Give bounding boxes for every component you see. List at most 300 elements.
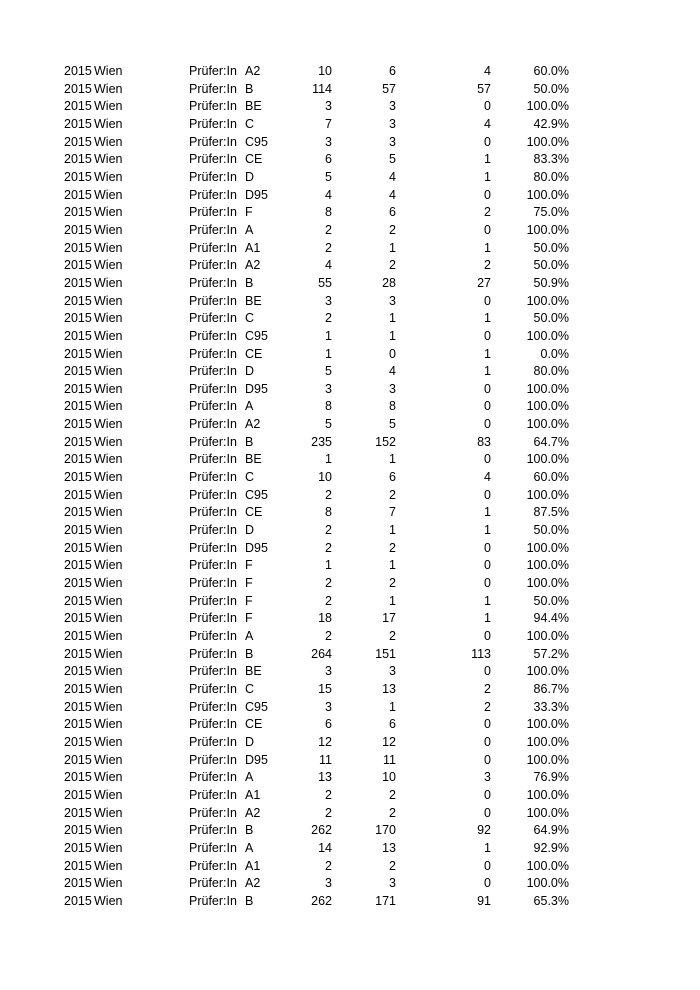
examiner-cell: Prüfer:In: [189, 187, 237, 202]
year-cell: 2015: [64, 311, 92, 326]
year-cell: 2015: [64, 381, 92, 396]
pass-rate-cell: 100.0%: [526, 664, 569, 679]
year-cell: 2015: [64, 876, 92, 891]
year-cell: 2015: [64, 629, 92, 643]
pass-rate-cell: 50.0%: [533, 240, 569, 255]
examiner-cell: Prüfer:In: [189, 311, 237, 326]
year-cell: 2015: [64, 116, 92, 131]
table-row: [0, 328, 700, 346]
total-count-cell: 4: [325, 187, 332, 202]
licence-class-cell: CE: [245, 505, 263, 520]
city-cell: Wien: [94, 134, 123, 149]
total-count-cell: 55: [318, 275, 332, 290]
city-cell: Wien: [94, 576, 123, 591]
table-row: [0, 663, 700, 681]
year-cell: 2015: [64, 593, 92, 608]
passed-count-cell: 1: [389, 452, 396, 467]
city-cell: Wien: [94, 116, 123, 131]
year-cell: 2015: [64, 240, 92, 255]
year-cell: 2015: [64, 470, 92, 485]
pass-rate-cell: 64.7%: [533, 434, 569, 449]
failed-count-cell: 0: [484, 381, 491, 396]
city-cell: Wien: [94, 417, 123, 432]
passed-count-cell: 10: [382, 770, 396, 785]
year-cell: 2015: [64, 452, 92, 467]
examiner-cell: Prüfer:In: [189, 611, 237, 626]
passed-count-cell: 3: [389, 293, 396, 308]
city-cell: Wien: [94, 717, 123, 732]
failed-count-cell: 3: [484, 770, 491, 785]
city-cell: Wien: [94, 258, 123, 273]
city-cell: Wien: [94, 275, 123, 290]
licence-class-cell: C: [245, 470, 255, 485]
pass-rate-cell: 0.0%: [540, 346, 569, 361]
year-cell: 2015: [64, 611, 92, 626]
pass-rate-cell: 86.7%: [533, 681, 569, 696]
licence-class-cell: C95: [245, 328, 268, 343]
table-row: [0, 752, 700, 770]
pass-rate-cell: 100.0%: [526, 187, 569, 202]
failed-count-cell: 27: [477, 275, 491, 290]
total-count-cell: 264: [311, 646, 332, 661]
city-cell: Wien: [94, 646, 123, 661]
licence-class-cell: D: [245, 364, 255, 379]
pass-rate-cell: 100.0%: [526, 558, 569, 573]
examiner-cell: Prüfer:In: [189, 240, 237, 255]
year-cell: 2015: [64, 734, 92, 749]
examiner-cell: Prüfer:In: [189, 823, 237, 838]
year-cell: 2015: [64, 275, 92, 290]
city-cell: Wien: [94, 293, 123, 308]
failed-count-cell: 0: [484, 629, 491, 643]
total-count-cell: 15: [318, 681, 332, 696]
table-row: [0, 504, 700, 522]
total-count-cell: 262: [311, 893, 332, 908]
table-row: [0, 875, 700, 893]
failed-count-cell: 0: [484, 540, 491, 555]
examiner-cell: Prüfer:In: [189, 752, 237, 767]
failed-count-cell: 0: [484, 187, 491, 202]
passed-count-cell: 4: [389, 169, 396, 184]
pass-rate-cell: 100.0%: [526, 293, 569, 308]
pass-rate-cell: 80.0%: [533, 169, 569, 184]
city-cell: Wien: [94, 64, 123, 78]
city-cell: Wien: [94, 681, 123, 696]
failed-count-cell: 0: [484, 858, 491, 873]
passed-count-cell: 3: [389, 381, 396, 396]
city-cell: Wien: [94, 787, 123, 802]
examiner-cell: Prüfer:In: [189, 152, 237, 167]
total-count-cell: 5: [325, 364, 332, 379]
pass-rate-cell: 100.0%: [526, 734, 569, 749]
city-cell: Wien: [94, 629, 123, 643]
passed-count-cell: 3: [389, 664, 396, 679]
year-cell: 2015: [64, 858, 92, 873]
passed-count-cell: 11: [383, 752, 396, 767]
table-row: [0, 858, 700, 876]
table-row: [0, 63, 700, 81]
city-cell: Wien: [94, 99, 123, 114]
pass-rate-cell: 100.0%: [526, 134, 569, 149]
licence-class-cell: A: [245, 629, 254, 643]
passed-count-cell: 151: [375, 646, 396, 661]
pass-rate-cell: 100.0%: [526, 540, 569, 555]
table-row: [0, 593, 700, 611]
year-cell: 2015: [64, 540, 92, 555]
examiner-cell: Prüfer:In: [189, 629, 237, 643]
licence-class-cell: B: [245, 81, 254, 96]
city-cell: Wien: [94, 152, 123, 167]
examiner-cell: Prüfer:In: [189, 805, 237, 820]
licence-class-cell: A2: [245, 805, 261, 820]
licence-class-cell: B: [245, 646, 254, 661]
pass-rate-cell: 100.0%: [526, 487, 569, 502]
year-cell: 2015: [64, 840, 92, 855]
licence-class-cell: BE: [245, 293, 262, 308]
total-count-cell: 2: [325, 805, 332, 820]
failed-count-cell: 0: [484, 752, 491, 767]
city-cell: Wien: [94, 558, 123, 573]
pass-rate-cell: 92.9%: [533, 840, 569, 855]
passed-count-cell: 1: [389, 699, 396, 714]
total-count-cell: 3: [325, 134, 332, 149]
year-cell: 2015: [64, 681, 92, 696]
failed-count-cell: 1: [484, 240, 491, 255]
year-cell: 2015: [64, 893, 92, 908]
total-count-cell: 11: [319, 752, 332, 767]
city-cell: Wien: [94, 876, 123, 891]
passed-count-cell: 152: [375, 434, 396, 449]
year-cell: 2015: [64, 646, 92, 661]
total-count-cell: 12: [318, 734, 332, 749]
failed-count-cell: 0: [484, 452, 491, 467]
passed-count-cell: 2: [389, 629, 396, 643]
passed-count-cell: 6: [389, 64, 396, 78]
passed-count-cell: 2: [389, 576, 396, 591]
year-cell: 2015: [64, 576, 92, 591]
city-cell: Wien: [94, 81, 123, 96]
year-cell: 2015: [64, 169, 92, 184]
table-row: [0, 610, 700, 628]
total-count-cell: 5: [325, 169, 332, 184]
table-row: [0, 363, 700, 381]
failed-count-cell: 0: [484, 417, 491, 432]
failed-count-cell: 0: [484, 99, 491, 114]
table-row: [0, 840, 700, 858]
failed-count-cell: 0: [484, 399, 491, 414]
failed-count-cell: 92: [477, 823, 491, 838]
licence-class-cell: A: [245, 840, 254, 855]
total-count-cell: 8: [325, 505, 332, 520]
licence-class-cell: A1: [245, 240, 261, 255]
total-count-cell: 3: [325, 664, 332, 679]
failed-count-cell: 0: [484, 876, 491, 891]
examiner-cell: Prüfer:In: [189, 169, 237, 184]
licence-class-cell: C95: [245, 699, 268, 714]
passed-count-cell: 5: [389, 417, 396, 432]
passed-count-cell: 2: [389, 805, 396, 820]
table-row: [0, 169, 700, 187]
city-cell: Wien: [94, 540, 123, 555]
table-row: [0, 646, 700, 664]
failed-count-cell: 0: [484, 487, 491, 502]
licence-class-cell: F: [245, 593, 253, 608]
pass-rate-cell: 100.0%: [526, 805, 569, 820]
city-cell: Wien: [94, 593, 123, 608]
table-row: [0, 487, 700, 505]
year-cell: 2015: [64, 752, 92, 767]
passed-count-cell: 7: [389, 505, 396, 520]
failed-count-cell: 57: [477, 81, 491, 96]
passed-count-cell: 4: [389, 187, 396, 202]
total-count-cell: 2: [325, 858, 332, 873]
city-cell: Wien: [94, 840, 123, 855]
passed-count-cell: 57: [382, 81, 396, 96]
year-cell: 2015: [64, 152, 92, 167]
total-count-cell: 3: [325, 876, 332, 891]
total-count-cell: 8: [325, 399, 332, 414]
passed-count-cell: 1: [389, 328, 396, 343]
table-row: [0, 293, 700, 311]
failed-count-cell: 1: [484, 593, 491, 608]
city-cell: Wien: [94, 381, 123, 396]
year-cell: 2015: [64, 346, 92, 361]
failed-count-cell: 4: [484, 64, 491, 78]
table-row: [0, 310, 700, 328]
pass-rate-cell: 76.9%: [533, 770, 569, 785]
examiner-cell: Prüfer:In: [189, 275, 237, 290]
licence-class-cell: B: [245, 434, 254, 449]
pass-rate-cell: 87.5%: [533, 505, 569, 520]
table-row: [0, 240, 700, 258]
passed-count-cell: 1: [389, 523, 396, 538]
examiner-cell: Prüfer:In: [189, 134, 237, 149]
total-count-cell: 7: [325, 116, 332, 131]
table-row: [0, 134, 700, 152]
pass-rate-cell: 57.2%: [533, 646, 569, 661]
failed-count-cell: 91: [477, 893, 491, 908]
total-count-cell: 6: [325, 717, 332, 732]
city-cell: Wien: [94, 240, 123, 255]
table-row: [0, 734, 700, 752]
total-count-cell: 18: [318, 611, 332, 626]
licence-class-cell: CE: [245, 717, 263, 732]
data-table: [0, 63, 700, 911]
table-row: [0, 628, 700, 646]
licence-class-cell: F: [245, 205, 253, 220]
table-row: [0, 787, 700, 805]
pass-rate-cell: 33.3%: [533, 699, 569, 714]
table-row: [0, 187, 700, 205]
pass-rate-cell: 100.0%: [526, 328, 569, 343]
passed-count-cell: 3: [389, 876, 396, 891]
licence-class-cell: C95: [245, 487, 268, 502]
city-cell: Wien: [94, 169, 123, 184]
table-row: [0, 469, 700, 487]
passed-count-cell: 6: [389, 470, 396, 485]
pass-rate-cell: 64.9%: [533, 823, 569, 838]
total-count-cell: 10: [318, 470, 332, 485]
year-cell: 2015: [64, 134, 92, 149]
pass-rate-cell: 100.0%: [526, 222, 569, 237]
year-cell: 2015: [64, 505, 92, 520]
passed-count-cell: 17: [382, 611, 396, 626]
licence-class-cell: D95: [245, 187, 268, 202]
examiner-cell: Prüfer:In: [189, 734, 237, 749]
total-count-cell: 2: [325, 593, 332, 608]
pass-rate-cell: 100.0%: [526, 752, 569, 767]
examiner-cell: Prüfer:In: [189, 540, 237, 555]
passed-count-cell: 1: [389, 311, 396, 326]
total-count-cell: 5: [325, 417, 332, 432]
licence-class-cell: A1: [245, 787, 261, 802]
failed-count-cell: 1: [484, 152, 491, 167]
passed-count-cell: 1: [389, 593, 396, 608]
examiner-cell: Prüfer:In: [189, 399, 237, 414]
table-row: [0, 451, 700, 469]
licence-class-cell: B: [245, 893, 254, 908]
table-row: [0, 398, 700, 416]
passed-count-cell: 1: [389, 558, 396, 573]
total-count-cell: 2: [325, 240, 332, 255]
table-row: [0, 575, 700, 593]
year-cell: 2015: [64, 664, 92, 679]
total-count-cell: 4: [325, 258, 332, 273]
total-count-cell: 114: [312, 81, 332, 96]
examiner-cell: Prüfer:In: [189, 646, 237, 661]
table-row: [0, 151, 700, 169]
examiner-cell: Prüfer:In: [189, 116, 237, 131]
examiner-cell: Prüfer:In: [189, 99, 237, 114]
examiner-cell: Prüfer:In: [189, 434, 237, 449]
examiner-cell: Prüfer:In: [189, 840, 237, 855]
examiner-cell: Prüfer:In: [189, 364, 237, 379]
failed-count-cell: 2: [484, 699, 491, 714]
passed-count-cell: 3: [389, 116, 396, 131]
pass-rate-cell: 94.4%: [533, 611, 569, 626]
failed-count-cell: 0: [484, 576, 491, 591]
city-cell: Wien: [94, 734, 123, 749]
passed-count-cell: 12: [382, 734, 396, 749]
pass-rate-cell: 50.0%: [533, 258, 569, 273]
city-cell: Wien: [94, 752, 123, 767]
pass-rate-cell: 50.0%: [533, 81, 569, 96]
licence-class-cell: C: [245, 311, 255, 326]
failed-count-cell: 4: [484, 470, 491, 485]
table-row: [0, 557, 700, 575]
year-cell: 2015: [64, 81, 92, 96]
table-row: [0, 204, 700, 222]
pass-rate-cell: 100.0%: [526, 99, 569, 114]
total-count-cell: 6: [325, 152, 332, 167]
licence-class-cell: D: [245, 734, 255, 749]
failed-count-cell: 0: [484, 734, 491, 749]
failed-count-cell: 0: [484, 805, 491, 820]
licence-class-cell: D95: [245, 752, 268, 767]
table-row: [0, 716, 700, 734]
table-row: [0, 257, 700, 275]
city-cell: Wien: [94, 328, 123, 343]
licence-class-cell: CE: [245, 346, 263, 361]
city-cell: Wien: [94, 434, 123, 449]
licence-class-cell: A2: [245, 417, 261, 432]
licence-class-cell: D: [245, 169, 255, 184]
city-cell: Wien: [94, 823, 123, 838]
examiner-cell: Prüfer:In: [189, 81, 237, 96]
city-cell: Wien: [94, 858, 123, 873]
total-count-cell: 2: [325, 523, 332, 538]
city-cell: Wien: [94, 364, 123, 379]
licence-class-cell: B: [245, 823, 254, 838]
failed-count-cell: 2: [484, 258, 491, 273]
failed-count-cell: 1: [484, 311, 491, 326]
examiner-cell: Prüfer:In: [189, 417, 237, 432]
pass-rate-cell: 75.0%: [533, 205, 569, 220]
total-count-cell: 3: [325, 381, 332, 396]
table-row: [0, 681, 700, 699]
passed-count-cell: 13: [382, 840, 396, 855]
licence-class-cell: F: [245, 576, 253, 591]
total-count-cell: 3: [325, 699, 332, 714]
licence-class-cell: C: [245, 681, 255, 696]
passed-count-cell: 1: [389, 240, 396, 255]
table-row: [0, 116, 700, 134]
failed-count-cell: 0: [484, 717, 491, 732]
failed-count-cell: 0: [484, 664, 491, 679]
city-cell: Wien: [94, 205, 123, 220]
table-row: [0, 346, 700, 364]
failed-count-cell: 83: [477, 434, 491, 449]
year-cell: 2015: [64, 222, 92, 237]
failed-count-cell: 1: [484, 505, 491, 520]
passed-count-cell: 3: [389, 134, 396, 149]
examiner-cell: Prüfer:In: [189, 858, 237, 873]
pass-rate-cell: 100.0%: [526, 399, 569, 414]
licence-class-cell: A2: [245, 876, 261, 891]
table-row: [0, 434, 700, 452]
year-cell: 2015: [64, 258, 92, 273]
year-cell: 2015: [64, 558, 92, 573]
examiner-cell: Prüfer:In: [189, 222, 237, 237]
pass-rate-cell: 42.9%: [533, 116, 569, 131]
table-row: [0, 222, 700, 240]
year-cell: 2015: [64, 99, 92, 114]
examiner-cell: Prüfer:In: [189, 876, 237, 891]
failed-count-cell: 1: [484, 840, 491, 855]
pass-rate-cell: 100.0%: [526, 452, 569, 467]
city-cell: Wien: [94, 505, 123, 520]
examiner-cell: Prüfer:In: [189, 293, 237, 308]
failed-count-cell: 0: [484, 328, 491, 343]
table-row: [0, 699, 700, 717]
table-row: [0, 522, 700, 540]
total-count-cell: 1: [325, 328, 332, 343]
licence-class-cell: BE: [245, 452, 262, 467]
year-cell: 2015: [64, 293, 92, 308]
year-cell: 2015: [64, 434, 92, 449]
passed-count-cell: 2: [389, 858, 396, 873]
examiner-cell: Prüfer:In: [189, 787, 237, 802]
city-cell: Wien: [94, 770, 123, 785]
total-count-cell: 262: [311, 823, 332, 838]
total-count-cell: 1: [325, 346, 332, 361]
examiner-cell: Prüfer:In: [189, 381, 237, 396]
table-row: [0, 822, 700, 840]
total-count-cell: 2: [325, 540, 332, 555]
licence-class-cell: D95: [245, 381, 268, 396]
table-row: [0, 540, 700, 558]
licence-class-cell: A2: [245, 64, 261, 78]
